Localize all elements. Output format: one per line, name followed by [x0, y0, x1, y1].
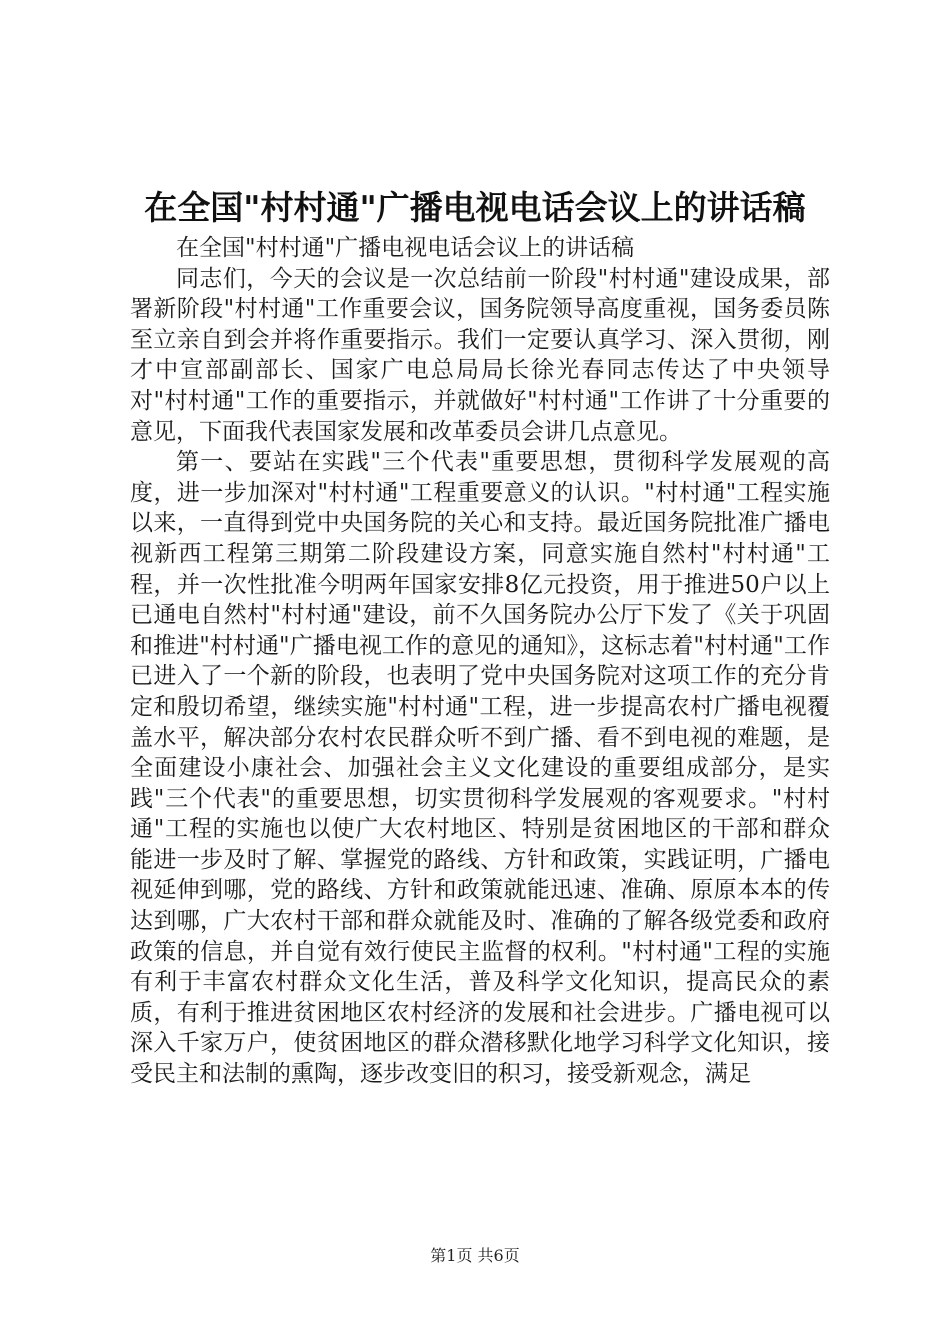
page-number-footer: 第1页 共6页: [430, 1246, 520, 1265]
paragraph-opening: 同志们，今天的会议是一次总结前一阶段"村村通"建设成果，部署新阶段"村村通"工作重要会议，国务院领导高度重视，国务委员陈至立亲自到会并将作重要指示。我们一定要认真学习、深入贯彻，刚才中宣部副部长、国家广电总局局长徐光春同志传达了中央领导对"村村通"工作的重要指示，并就做好"村村通"工作讲了十分重要的意见，下面我代表国家发展和改革委员会讲几点意见。: [130, 265, 830, 445]
document-title: 在全国"村村通"广播电视电话会议上的讲话稿: [144, 188, 806, 227]
paragraph-subtitle: 在全国"村村通"广播电视电话会议上的讲话稿: [176, 235, 635, 261]
document-body: [130, 233, 830, 1090]
paragraph-point-one: 第一、要站在实践"三个代表"重要思想，贯彻科学发展观的高度，进一步加深对"村村通"工程重要意义的认识。"村村通"工程实施以来，一直得到党中央国务院的关心和支持。最近国务院批准广播电视新西工程第三期第二阶段建设方案，同意实施自然村"村村通"工程，并一次性批准今明两年国家安排8亿元投资，用于推进50户以上已通电自然村"村村通"建设，前不久国务院办公厅下发了《关于巩固和推进"村村通"广播电视工作的意见的通知》，这标志着"村村通"工作已进入了一个新的阶段，也表明了党中央国务院对这项工作的充分肯定和殷切希望，继续实施"村村通"工程，进一步提高农村广播电视覆盖水平，解决部分农村农民群众听不到广播、看不到电视的难题，是全面建设小康社会、加强社会主义文化建设的重要组成部分，是实践"三个代表"的重要思想，切实贯彻科学发展观的客观要求。"村村通"工程的实施也以使广大农村地区、特别是贫困地区的干部和群众能进一步及时了解、掌握党的路线、方针和政策，实践证明，广播电视延伸到哪，党的路线、方针和政策就能迅速、准确、原原本本的传达到哪，广大农村干部和群众就能及时、准确的了解各级党委和政府政策的信息，并自觉有效行使民主监督的权利。"村村通"工程的实施有利于丰富农村群众文化生活，普及科学文化知识，提高民众的素质，有利于推进贫困地区农村经济的发展和社会进步。广播电视可以深入千家万户，使贫困地区的群众潜移默化地学习科学文化知识，接受民主和法制的熏陶，逐步改变旧的积习，接受新观念，满足: [130, 449, 830, 1088]
